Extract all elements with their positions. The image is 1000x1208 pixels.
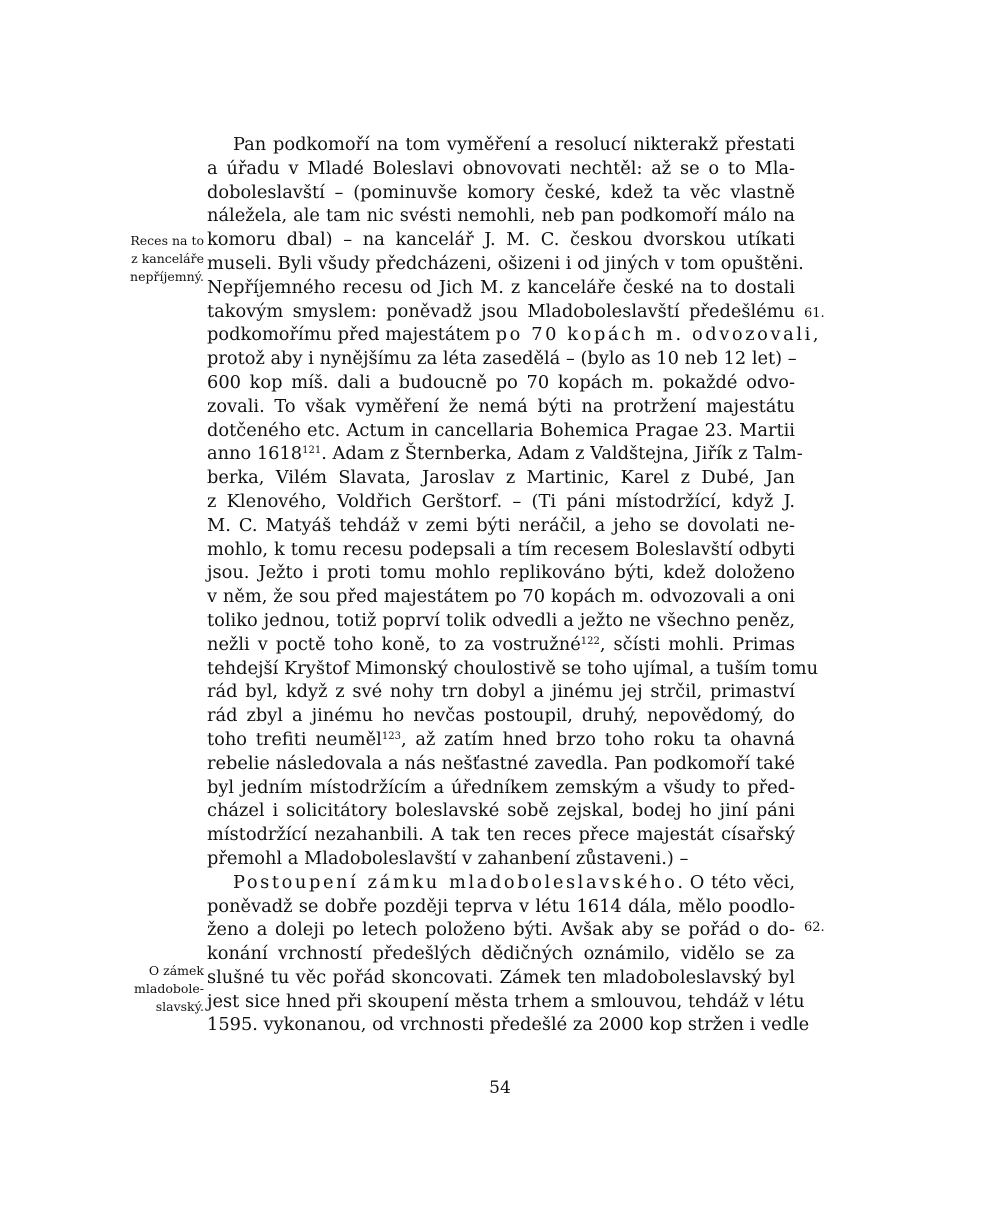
- text-line: [207, 633, 795, 657]
- text-line: [207, 347, 795, 371]
- margin-number-62: 62.: [804, 920, 825, 935]
- text-run: z Klenového, Voldřich Gerštorf. – (Ti páni místodržící, když J.: [207, 490, 795, 512]
- text-line: [207, 442, 803, 466]
- text-line: [207, 776, 795, 800]
- text-line: [207, 585, 795, 609]
- text-line: [207, 157, 795, 181]
- text-run: Nepříjemného recesu od Jich M. z kanceláře české na to dostali: [207, 276, 795, 298]
- text-run: Postoupení zámku mladoboleslavského: [233, 871, 678, 893]
- text-line: [207, 323, 819, 347]
- text-line: [207, 966, 795, 990]
- text-line: [207, 752, 795, 776]
- text-line: [207, 657, 819, 681]
- text-line: [207, 538, 795, 562]
- margin-note-zamek: [104, 962, 204, 1016]
- text-run: místodržící nezahanbili. A tak ten reces přece majestát císařský: [207, 824, 795, 846]
- text-run: cházel i solicitátory boleslavské sobě zejskal, bodej ho jiní páni: [207, 800, 795, 822]
- text-line: [207, 871, 795, 895]
- text-run: slušné tu věc pořád skoncovati. Zámek ten mladoboleslavský byl: [207, 966, 795, 988]
- page-number: 54: [489, 1078, 511, 1098]
- text-line: [207, 204, 795, 228]
- text-line: [207, 942, 795, 966]
- text-run: M. C. Matyáš tehdáž v zemi býti neráčil, a jeho se dovolati ne-: [207, 514, 795, 536]
- text-line: [207, 466, 795, 490]
- text-run: poněvadž se dobře později teprva v létu 1614 dála, mělo poodlo-: [207, 895, 795, 917]
- text-line: [207, 252, 804, 276]
- text-line: [207, 895, 795, 919]
- text-run: rebelie následovala a nás nešťastné zavedla. Pan podkomoří také: [207, 752, 795, 774]
- text-line: [207, 228, 795, 252]
- margin-number-61: 61.: [804, 306, 825, 321]
- text-line: [207, 419, 795, 443]
- text-run: jest sice hned při skoupení města trhem a smlouvou, tehdáž v létu: [207, 990, 805, 1012]
- text-run: dotčeného etc. Actum in cancellaria Bohemica Pragae 23. Martii: [207, 419, 795, 441]
- margin-note-line: z kanceláře: [131, 251, 204, 266]
- text-line: [207, 704, 795, 728]
- text-line: [207, 918, 795, 942]
- text-run: museli. Byli všudy předcházeni, ošizeni i od jiných v tom opuštěni.: [207, 252, 804, 274]
- footnote-ref: 121: [302, 445, 322, 457]
- text-line: [207, 133, 795, 157]
- text-run: zovali. To však vyměření že nemá býti na protržení majestátu: [207, 395, 795, 417]
- text-run: , až zatím hned brzo toho roku ta ohavná: [400, 728, 795, 750]
- text-line: [207, 490, 795, 514]
- text-run: . Adam z Šternberka, Adam z Valdštejna, Jiřík z Talm-: [321, 443, 803, 465]
- text-run: náležela, ale tam nic svésti nemohli, neb pan podkomoří málo na: [207, 205, 795, 227]
- text-run: byl jedním místodržícím a úředníkem zemským a všudy to před-: [207, 776, 795, 798]
- text-run: rád zbyl a jinému ho nevčas postoupil, druhý, nepovědomý, do: [207, 705, 795, 727]
- margin-note-line: Reces na to: [130, 233, 204, 248]
- footnote-ref: 123: [381, 730, 401, 742]
- text-run: berka, Vilém Slavata, Jaroslav z Martinic, Karel z Dubé, Jan: [207, 467, 795, 489]
- text-run: a úřadu v Mladé Boleslavi obnovovati nechtěl: až se o to Mla-: [207, 157, 795, 179]
- text-run: přemohl a Mladoboleslavští v zahanbení zůstaveni.) –: [207, 847, 689, 869]
- text-line: [207, 847, 795, 871]
- text-run: ,: [812, 324, 819, 346]
- text-run: 600 kop míš. dali a budoucně po 70 kopách m. pokaždé odvo-: [207, 371, 795, 393]
- text-line: [207, 609, 795, 633]
- text-line: [207, 371, 795, 395]
- text-run: ženo a doleji po letech položeno býti. Avšak aby se pořád o do-: [207, 919, 795, 941]
- margin-note-reces: [104, 232, 204, 286]
- text-run: tehdejší Kryštof Mimonský choulostivě se toho ujímal, a tuším tomu: [207, 657, 819, 679]
- text-run: toho trefiti neuměl: [207, 728, 382, 750]
- text-run: protož aby i nynějšímu za léta zasedělá – (bylo as 10 neb 12 let) –: [207, 348, 797, 370]
- text-run: podkomořímu před majestátem: [207, 324, 496, 346]
- margin-note-line: nepříjemný.: [130, 269, 204, 284]
- text-run: rád byl, když z své nohy trn dobyl a jinému jej strčil, primaství: [207, 681, 795, 703]
- text-run: Pan podkomoří na tom vyměření a resolucí nikterakž přestati: [233, 134, 795, 155]
- text-line: [207, 181, 795, 205]
- text-line: [207, 799, 795, 823]
- text-run: konání vrchností předešlých dědičných oznámilo, vidělo se za: [207, 943, 795, 965]
- text-run: po 70 kopách m. odvozovali: [495, 324, 813, 346]
- text-run: takovým smyslem: poněvadž jsou Mladoboleslavští předešlému: [207, 300, 795, 322]
- margin-note-line: O zámek: [148, 963, 204, 978]
- text-line: [207, 300, 795, 324]
- text-run: , sčísti mohli. Primas: [599, 633, 795, 655]
- text-line: [207, 395, 795, 419]
- text-line: [207, 680, 795, 704]
- margin-note-line: slavský.: [155, 999, 204, 1014]
- text-line: [207, 728, 795, 752]
- margin-note-line: mladobole-: [134, 981, 204, 996]
- text-line: [207, 990, 805, 1014]
- text-line: [207, 276, 795, 300]
- text-run: toliko jednou, totiž poprví tolik odvedli a ježto ne všechno peněz,: [207, 609, 795, 631]
- text-run: doboleslavští – (pominuvše komory české, kdež ta věc vlastně: [207, 181, 795, 203]
- text-line: [207, 514, 795, 538]
- text-line: [207, 823, 795, 847]
- text-run: anno 1618: [207, 443, 303, 465]
- text-line: [207, 561, 795, 585]
- text-run: v něm, že sou před majestátem po 70 kopách m. odvozovali a oni: [207, 586, 795, 608]
- text-run: 1595. vykonanou, od vrchnosti předešlé za 2000 kop stržen i vedle: [207, 1014, 810, 1036]
- text-run: komoru dbal) – na kancelář J. M. C. českou dvorskou utíkati: [207, 229, 795, 251]
- text-run: . O této věci,: [677, 871, 795, 893]
- text-run: jsou. Ježto i proti tomu mohlo replikováno býti, kdež doloženo: [207, 562, 795, 584]
- text-line: [207, 1013, 810, 1037]
- text-run: mohlo, k tomu recesu podepsali a tím recesem Boleslavští odbyti: [207, 538, 795, 560]
- text-run: nežli v poctě toho koně, to za vostružné: [207, 633, 581, 655]
- footnote-ref: 122: [580, 635, 600, 647]
